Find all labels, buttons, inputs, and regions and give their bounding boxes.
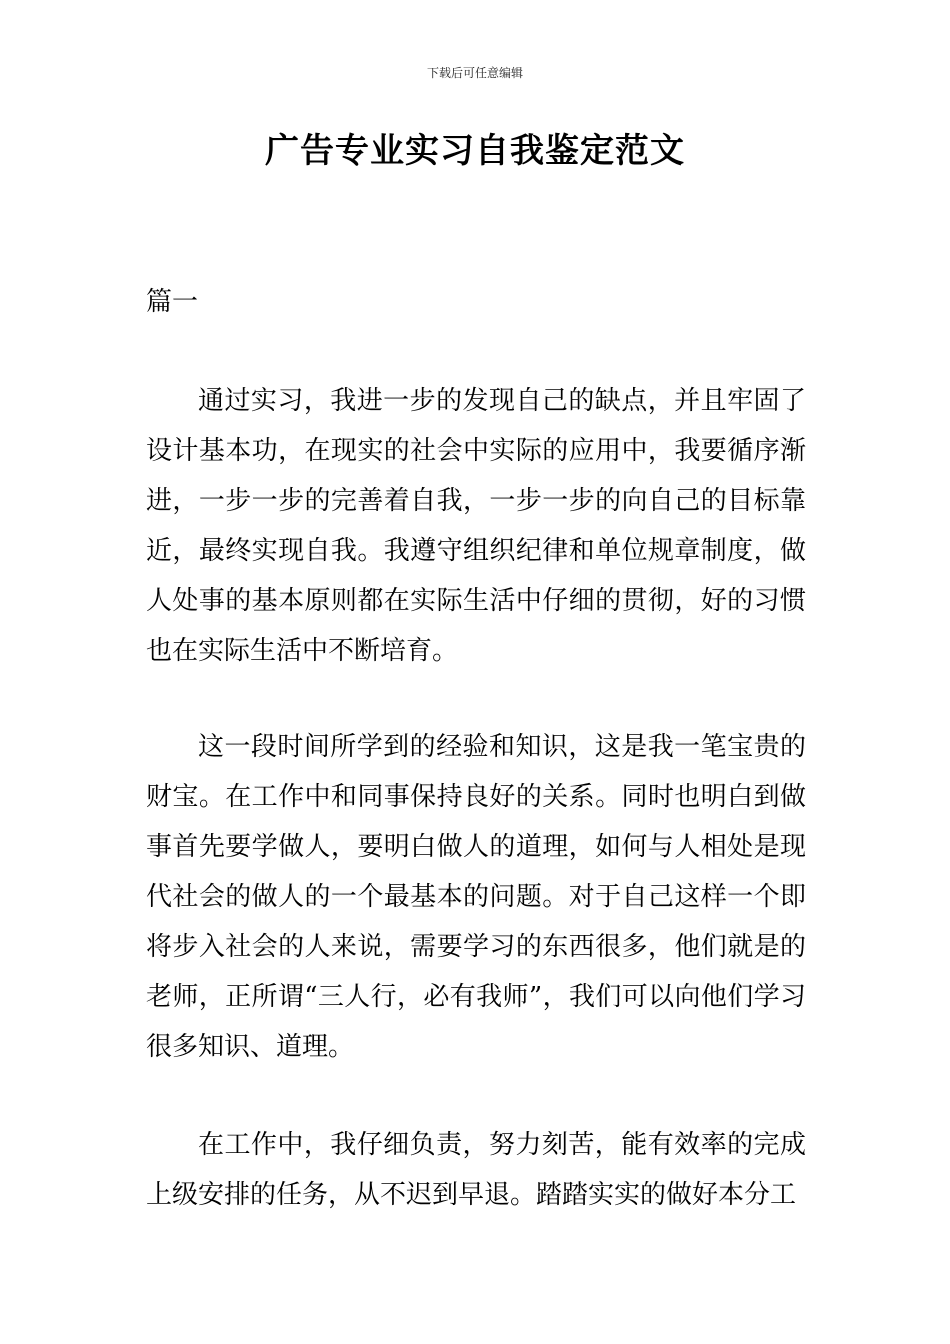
paragraph-2: 这一段时间所学到的经验和知识，这是我一笔宝贵的财宝。在工作中和同事保持良好的关系。同时也明白到做事首先要学做人，要明白做人的道理，如何与人相处是现代社会的做人的一个最基本的问题。对于自己这样一个即将步入社会的人来说，需要学习的东西很多，他们就是的老师，正所谓“三人行，必有我师”，我们可以向他们学习很多知识、道理。 [146, 732, 806, 1062]
section-label: 篇一 [146, 287, 199, 317]
header-note: 下载后可任意编辑 [426, 66, 523, 80]
paragraph-3: 在工作中，我仔细负责，努力刻苦，能有效率的完成上级安排的任务，从不迟到早退。踏踏实实的做好本分工 [146, 1130, 806, 1210]
page-title: 广告专业实习自我鉴定范文 [265, 131, 685, 171]
paragraph-1: 通过实习，我进一步的发现自己的缺点，并且牢固了设计基本功，在现实的社会中实际的应用中，我要循序渐进，一步一步的完善着自我，一步一步的向自己的目标靠近，最终实现自我。我遵守组织纪律和单位规章制度，做人处事的基本原则都在实际生活中仔细的贯彻，好的习惯也在实际生活中不断培育。 [146, 386, 806, 666]
